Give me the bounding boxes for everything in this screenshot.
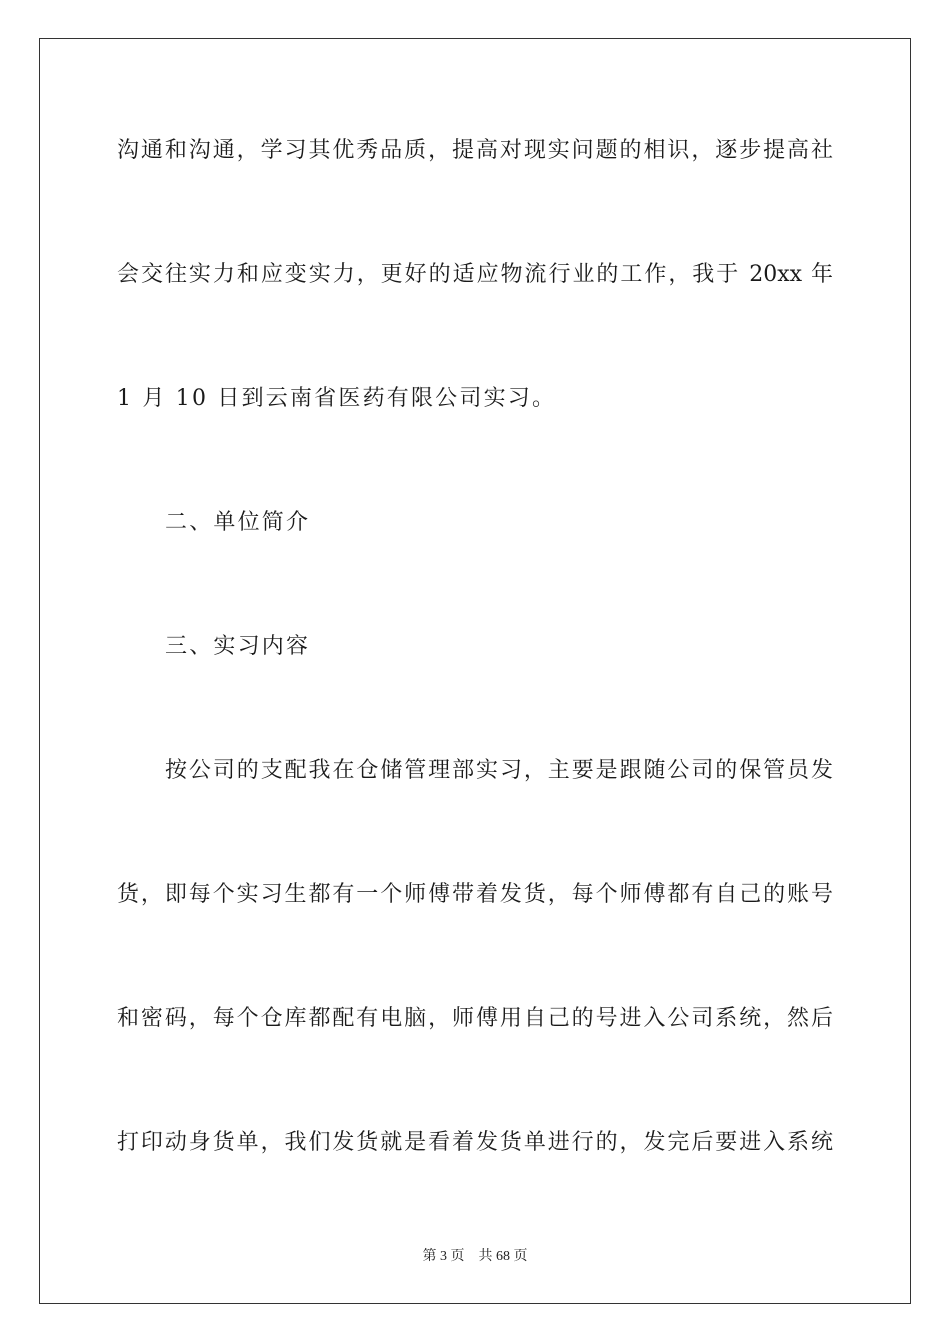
body-text-line: 和密码，每个仓库都配有电脑，师傅用自己的号进入公司系统，然后 (117, 1006, 833, 1031)
body-text-line: 打印动身货单，我们发货就是看着发货单进行的，发完后要进入系统 (117, 1130, 833, 1155)
section-heading-unit-intro: 二、单位简介 (165, 510, 311, 535)
body-text-line: 沟通和沟通，学习其优秀品质，提高对现实问题的相识，逐步提高社 (117, 138, 833, 163)
body-text-line: 1 月 10 日到云南省医药有限公司实习。 (117, 386, 557, 411)
page-border (39, 38, 911, 1304)
page-number-footer: 第 3 页 共 68 页 (422, 1249, 528, 1264)
body-text-line: 会交往实力和应变实力，更好的适应物流行业的工作，我于 20xx 年 (117, 262, 833, 287)
body-text-line: 货，即每个实习生都有一个师傅带着发货，每个师傅都有自己的账号 (117, 882, 833, 907)
body-text-line: 按公司的支配我在仓储管理部实习，主要是跟随公司的保管员发 (165, 758, 833, 783)
section-heading-internship-content: 三、实习内容 (165, 634, 311, 659)
